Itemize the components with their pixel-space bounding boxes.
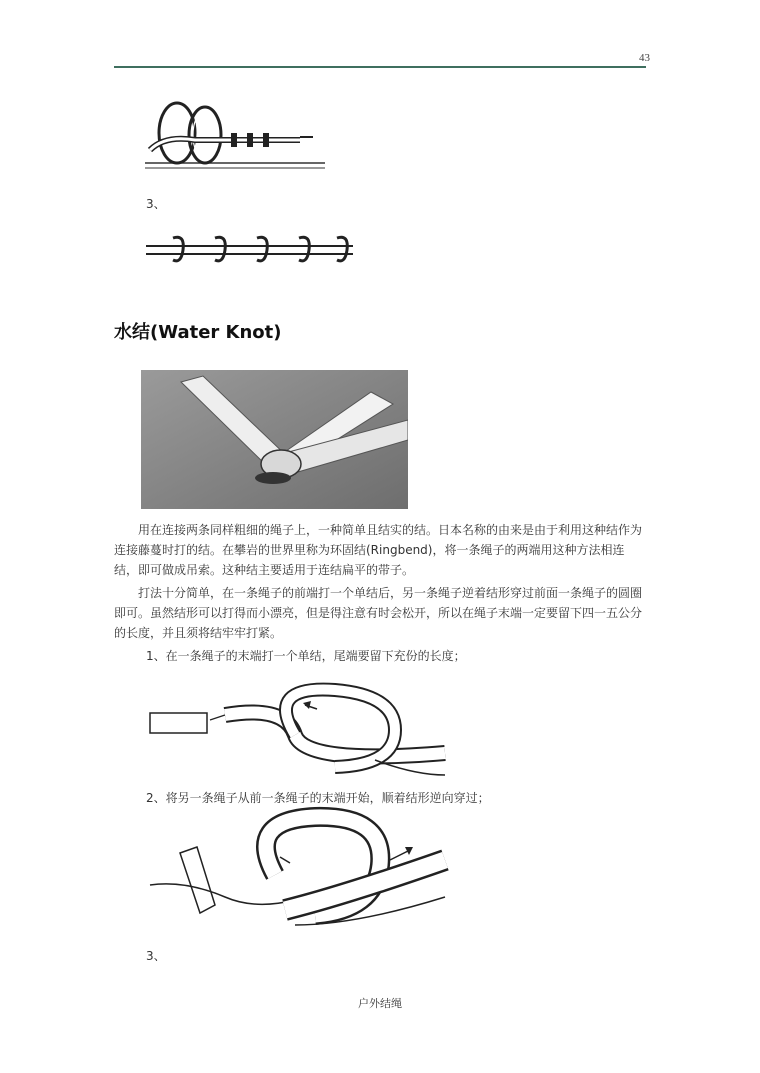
page-footer: 户外结绳	[358, 997, 402, 1010]
knot-coil-illustration	[135, 95, 330, 175]
step2-illustration	[145, 805, 450, 940]
header-rule	[114, 66, 646, 68]
page-number: 43	[639, 52, 650, 64]
step-1-text: 1、在一条绳子的末端打一个单结，尾端要留下充份的长度；	[146, 649, 466, 663]
step-2-text: 2、将另一条绳子从前一条绳子的末端开始，顺着结形逆向穿过；	[146, 791, 490, 805]
top-step-3-label: 3、	[146, 197, 166, 211]
water-knot-photo	[141, 370, 408, 509]
step1-illustration	[145, 675, 450, 785]
section-title: 水结(Water Knot)	[114, 322, 282, 343]
method-paragraph: 打法十分简单，在一条绳子的前端打一个单结后，另一条绳子逆着结形穿过前面一条绳子的圆圈即可。虽然结形可以打得而小漂亮，但是得注意有时会松开，所以在绳子末端一定要留下四一五公分的长度，并且须将结牢牢打紧。	[114, 586, 643, 640]
intro-paragraph: 用在连接两条同样粗细的绳子上，一种简单且结实的结。日本名称的由来是由于利用这种结作为连接藤蔓时打的结。在攀岩的世界里称为环固结(Ringbend)，将一条绳子的两端用这种方法相连结，即可做成吊索。这种结主要适用于连结扁平的带子。	[114, 523, 643, 577]
step-3-text: 3、	[146, 949, 166, 963]
rope-hitches-illustration	[143, 230, 358, 270]
